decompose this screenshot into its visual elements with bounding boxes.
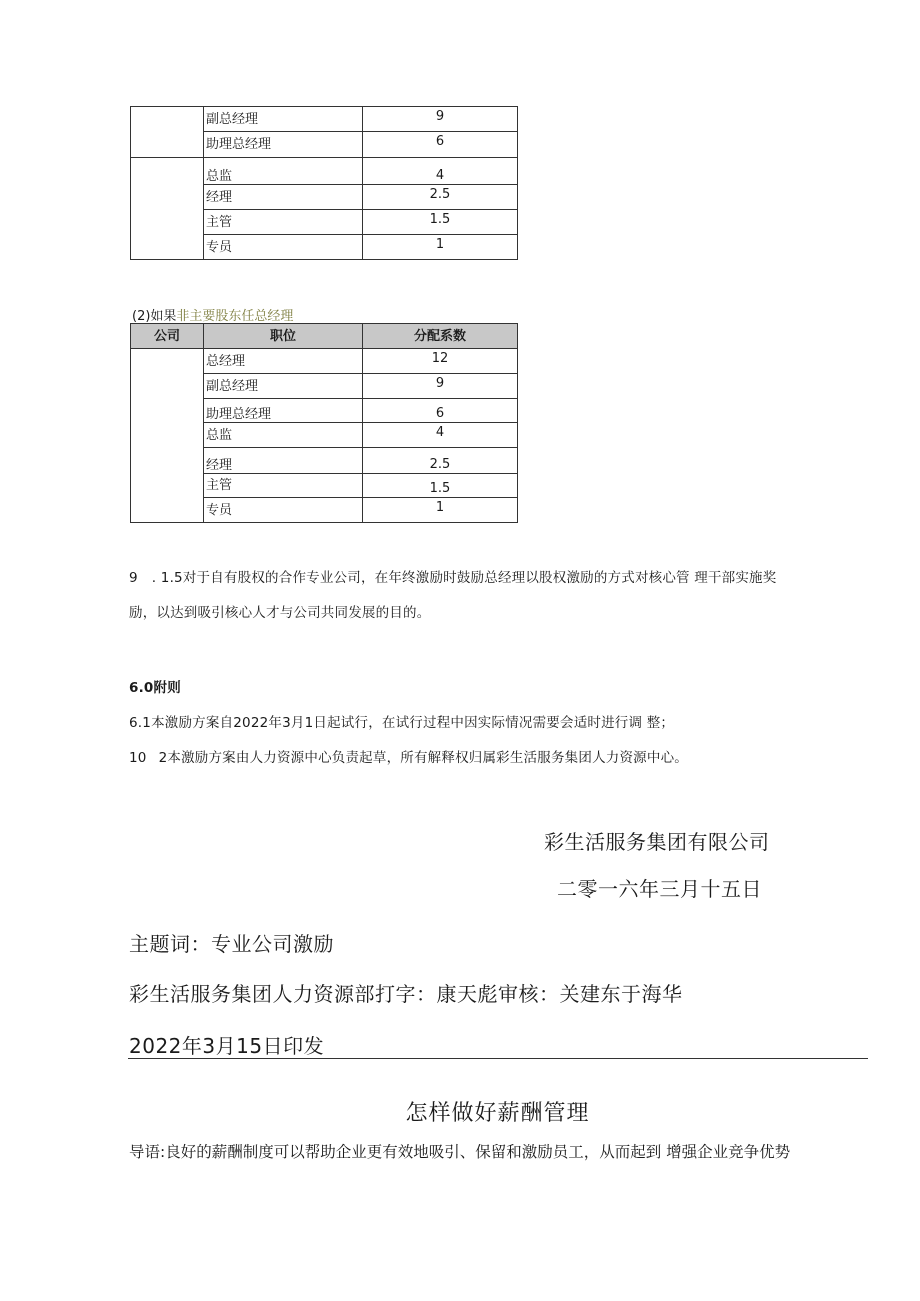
position-cell: 助理总经理 bbox=[204, 132, 363, 158]
coefficient-cell: 6 bbox=[363, 132, 518, 158]
paragraph-number: 9 bbox=[129, 570, 138, 586]
position-cell: 副总经理 bbox=[204, 374, 363, 399]
section-highlight: 非主要股东任总经理 bbox=[176, 309, 294, 324]
staff-line: 彩生活服务集团人力资源部打字：康天彪审核：关建东于海华 bbox=[129, 982, 683, 1006]
table-row bbox=[131, 349, 518, 374]
coefficient-cell: 12 bbox=[363, 349, 518, 374]
table-row bbox=[131, 158, 518, 185]
coefficient-table-1 bbox=[130, 106, 518, 260]
position-cell: 经理 bbox=[204, 185, 363, 210]
issue-date: 2022年3月15日印发 bbox=[129, 1034, 325, 1058]
coefficient-table-2 bbox=[130, 323, 518, 523]
coefficient-cell: 4 bbox=[363, 158, 518, 185]
appendix-item bbox=[129, 746, 688, 766]
header-coefficient: 分配系数 bbox=[363, 324, 518, 349]
paragraph-line bbox=[129, 566, 776, 586]
position-cell: 助理总经理 bbox=[204, 399, 363, 423]
coefficient-cell: 2.5 bbox=[363, 448, 518, 474]
appendix-heading: 6.0附则 bbox=[129, 680, 181, 696]
position-cell: 副总经理 bbox=[204, 107, 363, 132]
appendix-item-text: 2本激励方案由人力资源中心负责起草，所有解释权归属彩生活服务集团人力资源中心。 bbox=[158, 750, 688, 766]
company-cell bbox=[131, 349, 204, 523]
coefficient-cell: 1.5 bbox=[363, 474, 518, 498]
position-cell: 主管 bbox=[204, 474, 363, 498]
coefficient-cell: 1 bbox=[363, 235, 518, 260]
appendix-item: 6.1本激励方案自2022年3月1日起试行，在试行过程中因实际情况需要会适时进行调 整； bbox=[129, 715, 675, 731]
divider bbox=[128, 1058, 868, 1059]
position-cell: 专员 bbox=[204, 235, 363, 260]
table-header-row bbox=[131, 324, 518, 349]
header-company: 公司 bbox=[131, 324, 204, 349]
coefficient-cell: 9 bbox=[363, 374, 518, 399]
coefficient-cell: 9 bbox=[363, 107, 518, 132]
position-cell: 总经理 bbox=[204, 349, 363, 374]
coefficient-cell: 2.5 bbox=[363, 185, 518, 210]
coefficient-cell: 6 bbox=[363, 399, 518, 423]
appendix-item-number: 10 bbox=[129, 750, 147, 766]
company-cell bbox=[131, 158, 204, 260]
paragraph-text: . 1.5对于自有股权的合作专业公司，在年终激励时鼓励总经理以股权激励的方式对核心管 理干部实施奖 bbox=[151, 570, 777, 586]
subject-line: 主题词：专业公司激励 bbox=[129, 932, 334, 956]
article-intro: 导语:良好的薪酬制度可以帮助企业更有效地吸引、保留和激励员工，从而起到 增强企业竞争优势 bbox=[129, 1143, 791, 1161]
position-cell: 总监 bbox=[204, 158, 363, 185]
coefficient-cell: 1.5 bbox=[363, 210, 518, 235]
position-cell: 经理 bbox=[204, 448, 363, 474]
signature-date: 二零一六年三月十五日 bbox=[557, 877, 762, 901]
paragraph-line: 励，以达到吸引核心人才与公司共同发展的目的。 bbox=[129, 605, 431, 621]
coefficient-cell: 4 bbox=[363, 423, 518, 448]
header-position: 职位 bbox=[204, 324, 363, 349]
signature-company: 彩生活服务集团有限公司 bbox=[544, 830, 770, 854]
position-cell: 总监 bbox=[204, 423, 363, 448]
article-title: 怎样做好薪酬管理 bbox=[405, 1101, 590, 1126]
company-cell bbox=[131, 107, 204, 158]
coefficient-cell: 1 bbox=[363, 498, 518, 523]
position-cell: 专员 bbox=[204, 498, 363, 523]
section-heading bbox=[132, 305, 293, 324]
position-cell: 主管 bbox=[204, 210, 363, 235]
section-prefix: (2)如果 bbox=[132, 309, 177, 324]
table-row bbox=[131, 107, 518, 132]
